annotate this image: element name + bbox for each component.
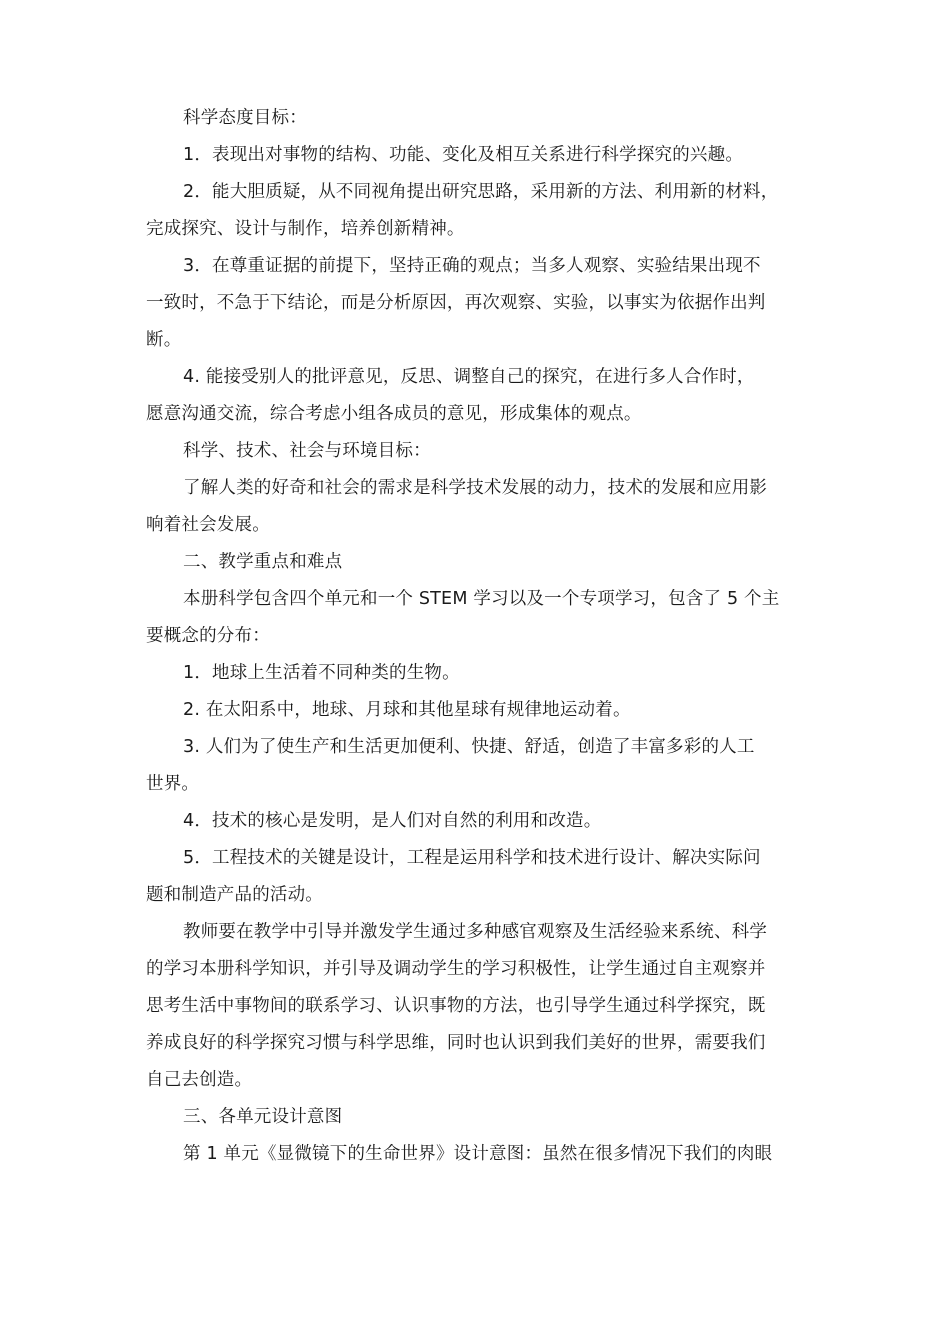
paragraph-stse-heading	[146, 433, 816, 470]
text-line: 断。	[146, 330, 182, 350]
text-line: 三、各单元设计意图	[183, 1107, 343, 1127]
text-line: 1．表现出对事物的结构、功能、变化及相互关系进行科学探究的兴趣。	[183, 145, 744, 165]
paragraph-stse-body	[146, 470, 816, 544]
text-line: 二、教学重点和难点	[183, 552, 343, 572]
paragraph-attitude-2	[146, 174, 816, 248]
text-line: 3．在尊重证据的前提下，坚持正确的观点；当多人观察、实验结果出现不	[183, 256, 761, 276]
text-line: 4. 能接受别人的批评意见，反思、调整自己的探究，在进行多人合作时，	[183, 367, 755, 387]
text-line: 4．技术的核心是发明，是人们对自然的利用和改造。	[183, 811, 602, 831]
paragraph-attitude-3	[146, 248, 816, 359]
paragraph-attitude-heading	[146, 100, 816, 137]
text-line: 养成良好的科学探究习惯与科学思维，同时也认识到我们美好的世界，需要我们	[146, 1033, 766, 1053]
text-line: 完成探究、设计与制作，培养创新精神。	[146, 219, 465, 239]
paragraph-concept-1	[146, 655, 816, 692]
text-line: 本册科学包含四个单元和一个 STEM 学习以及一个专项学习，包含了 5 个主	[183, 589, 780, 609]
section-heading-unit-design	[146, 1099, 816, 1136]
text-line: 1．地球上生活着不同种类的生物。	[183, 663, 460, 683]
text-line: 了解人类的好奇和社会的需求是科学技术发展的动力，技术的发展和应用影	[183, 478, 768, 498]
section-heading-key-points	[146, 544, 816, 581]
paragraph-attitude-4	[146, 359, 816, 433]
paragraph-unit-1-design	[146, 1136, 816, 1173]
text-line: 5．工程技术的关键是设计，工程是运用科学和技术进行设计、解决实际问	[183, 848, 761, 868]
text-line: 响着社会发展。	[146, 515, 270, 535]
text-line: 题和制造产品的活动。	[146, 885, 323, 905]
text-line: 要概念的分布：	[146, 626, 270, 646]
paragraph-concept-2	[146, 692, 816, 729]
paragraph-concept-3	[146, 729, 816, 803]
text-line: 科学态度目标：	[183, 108, 307, 128]
paragraph-concept-4	[146, 803, 816, 840]
text-line: 3. 人们为了使生产和生活更加便利、快捷、舒适，创造了丰富多彩的人工	[183, 737, 755, 757]
text-line: 教师要在教学中引导并激发学生通过多种感官观察及生活经验来系统、科学	[183, 922, 768, 942]
text-line: 的学习本册科学知识，并引导及调动学生的学习积极性，让学生通过自主观察并	[146, 959, 766, 979]
paragraph-key-points-intro	[146, 581, 816, 655]
text-line: 2. 在太阳系中，地球、月球和其他星球有规律地运动着。	[183, 700, 631, 720]
paragraph-attitude-1	[146, 137, 816, 174]
text-line: 第 1 单元《显微镜下的生命世界》设计意图：虽然在很多情况下我们的肉眼	[183, 1144, 773, 1164]
paragraph-teacher-guidance	[146, 914, 816, 1099]
text-line: 科学、技术、社会与环境目标：	[183, 441, 431, 461]
text-line: 思考生活中事物间的联系学习、认识事物的方法，也引导学生通过科学探究，既	[146, 996, 766, 1016]
paragraph-concept-5	[146, 840, 816, 914]
document-body	[146, 100, 816, 1173]
text-line: 愿意沟通交流，综合考虑小组各成员的意见，形成集体的观点。	[146, 404, 642, 424]
text-line: 自己去创造。	[146, 1070, 253, 1090]
text-line: 一致时，不急于下结论，而是分析原因，再次观察、实验，以事实为依据作出判	[146, 293, 766, 313]
text-line: 2．能大胆质疑，从不同视角提出研究思路，采用新的方法、利用新的材料，	[183, 182, 779, 202]
text-line: 世界。	[146, 774, 200, 794]
